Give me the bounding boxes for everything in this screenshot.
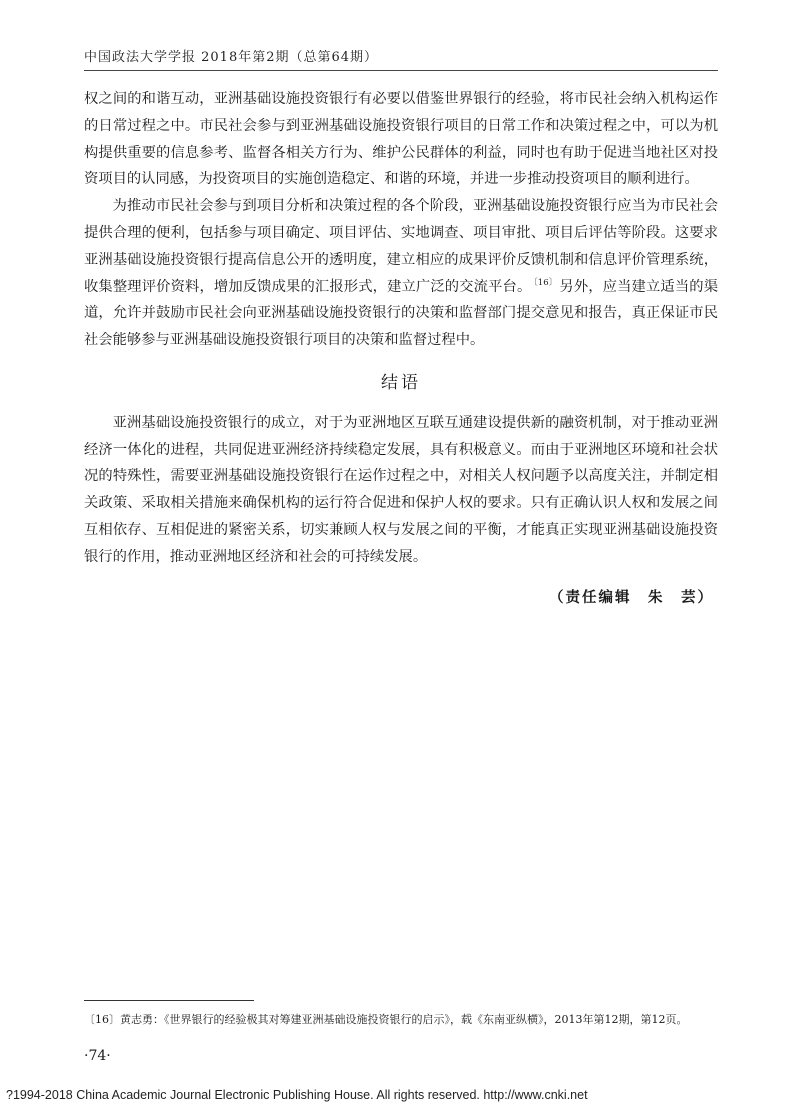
footnote-rule <box>84 1000 254 1001</box>
paragraph-2-text-b: 另外，应当建立适当的渠道，允许并鼓励市民社会向亚洲基础设施投资银行的决策和监督部门提交意见和报告，真正保证市民社会能够参与亚洲基础设施投资银行项目的决策和监督过程中。 <box>84 278 719 349</box>
article-body <box>84 86 718 611</box>
paragraph-2-text-a: 为推动市民社会参与到项目分析和决策过程的各个阶段，亚洲基础设施投资银行应当为市民社会提供合理的便利，包括参与项目确定、项目评估、实地调查、项目审批、项目后评估等阶段。这要求亚洲基础设施投资银行提高信息公开的透明度，建立相应的成果评价反馈机制和信息评价管理系统，收集整理评价资料，增加反馈成果的汇报形式，建立广泛的交流平台。 <box>84 198 718 295</box>
footnote: 〔16〕黄志勇：《世界银行的经验极其对筹建亚洲基础设施投资银行的启示》，载《东南亚纵横》，2013年第12期，第12页。 <box>84 1013 688 1026</box>
header-rule <box>84 70 718 71</box>
paragraph-2 <box>84 193 718 354</box>
copyright-line: ?1994-2018 China Academic Journal Electronic Publishing House. All rights reserved. http://www.cnki.net <box>6 1088 588 1102</box>
paragraph-3: 亚洲基础设施投资银行的成立，对于为亚洲地区互联互通建设提供新的融资机制，对于推动亚洲经济一体化的进程，共同促进亚洲经济持续稳定发展，具有积极意义。而由于亚洲地区环境和社会状况的特殊性，需要亚洲基础设施投资银行在运作过程之中，对相关人权问题予以高度关注，并制定相关政策、采取相关措施来确保机构的运行符合促进和保护人权的要求。只有正确认识人权和发展之间互相依存、互相促进的紧密关系，切实兼顾人权与发展之间的平衡，才能真正实现亚洲基础设施投资银行的作用，推动亚洲地区经济和社会的可持续发展。 <box>84 414 718 565</box>
page-number: ·74· <box>84 1048 111 1064</box>
citation-marker: 〔16〕 <box>533 277 558 288</box>
section-title: 结语 <box>381 372 421 393</box>
paragraph-1: 权之间的和谐互动，亚洲基础设施投资银行有必要以借鉴世界银行的经验，将市民社会纳入机构运作的日常过程之中。市民社会参与到亚洲基础设施投资银行项目的日常工作和决策过程之中，可以为机构提供重要的信息参考、监督各相关方行为、维护公民群体的利益，同时也有助于促进当地社区对投资项目的认同感，为投资项目的实施创造稳定、和谐的环境，并进一步推动投资项目的顺利进行。 <box>84 91 718 188</box>
editor-note: （责任编辑 朱 芸） <box>549 589 714 606</box>
running-head: 中国政法大学学报 2018年第2期（总第64期） <box>84 50 379 65</box>
